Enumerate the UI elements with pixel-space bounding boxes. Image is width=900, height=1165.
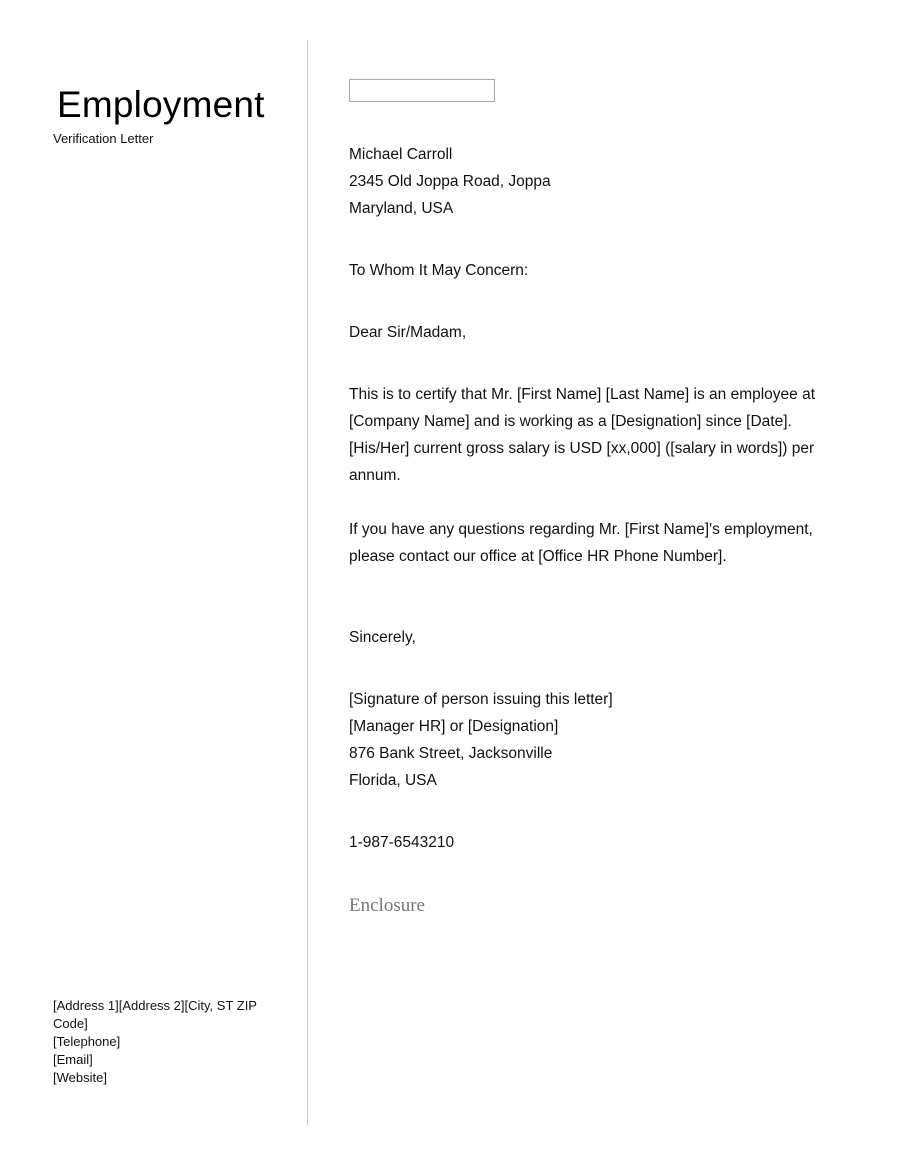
body-paragraph-2: If you have any questions regarding Mr. [First Name]'s employment, please contact our office at [Office HR Phone Number]. — [349, 521, 813, 565]
closing: Sincerely, — [349, 629, 416, 646]
sidebar-contact-block — [53, 997, 283, 1087]
recipient-name: Michael Carroll — [349, 146, 453, 163]
sender-region: Florida, USA — [349, 772, 437, 789]
sender-street: 876 Bank Street, Jacksonville — [349, 745, 553, 762]
sender-title: [Manager HR] or [Designation] — [349, 718, 559, 735]
body-paragraph-1: This is to certify that Mr. [First Name] [Last Name] is an employee at [Company Name] and is working as a [Designation] since [Date]. [His/Her] current gross salary is USD [xx,000] ([salary in words]) per annum. — [349, 386, 816, 484]
salutation: Dear Sir/Madam, — [349, 324, 467, 341]
footer-telephone: [Telephone] — [53, 1034, 121, 1049]
column-divider — [307, 40, 308, 1125]
document-subtitle: Verification Letter — [53, 131, 154, 146]
letter-body — [349, 141, 849, 856]
recipient-region: Maryland, USA — [349, 200, 454, 217]
footer-address: [Address 1][Address 2][City, ST ZIP Code] — [53, 998, 257, 1031]
document-title: Employment — [57, 84, 265, 125]
footer-email: [Email] — [53, 1052, 93, 1067]
footer-website: [Website] — [53, 1070, 107, 1085]
enclosure-label: Enclosure — [349, 895, 425, 916]
to-whom-line: To Whom It May Concern: — [349, 262, 529, 279]
sender-signature: [Signature of person issuing this letter] — [349, 691, 613, 708]
recipient-street: 2345 Old Joppa Road, Joppa — [349, 173, 551, 190]
date-field[interactable] — [349, 79, 495, 102]
sender-phone: 1-987-6543210 — [349, 834, 455, 851]
